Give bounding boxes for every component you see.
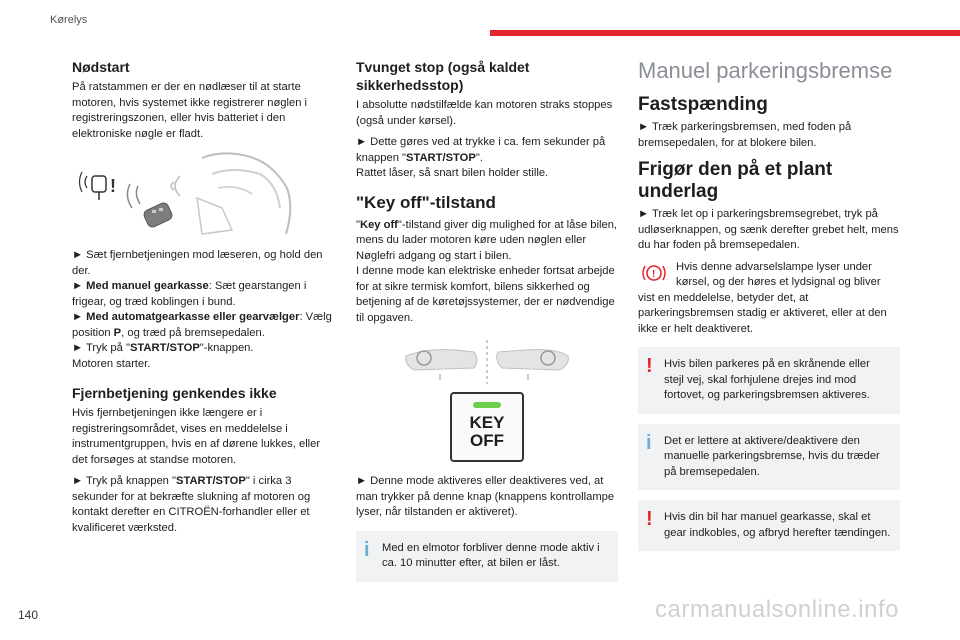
key-off-line2: OFF (470, 431, 504, 450)
step-text: " i cirka 3 sekunder for at bekræfte slukning af motoren og kontakt derefter en CITROËN-forhandler eller et kvalificeret værksted. (72, 475, 311, 534)
step-label: ► Med automatgearkasse eller gearvælger (72, 311, 300, 323)
heading-tvunget-stop: Tvunget stop (også kaldet sikkerhedsstop) (356, 59, 530, 93)
step-label: ► Med manuel gearkasse (72, 280, 209, 292)
start-stop-label: START/STOP (129, 342, 200, 354)
watermark: carmanualsonline.info (655, 596, 899, 623)
start-stop-label: START/STOP (406, 151, 476, 164)
step-text: ► Sæt fjernbetjeningen mod læseren, og hold den der. (72, 249, 323, 277)
heading-key-off: "Key off"-tilstand (356, 192, 496, 212)
position-p: P (113, 326, 122, 339)
step-text: : Sæt gearstangen i frigear, og træd koblingen i bund. (72, 280, 307, 308)
steering-reader-illustration (72, 148, 334, 240)
paragraph: ► Træk parkeringsbremsen, med foden på bremsepedalen, for at blokere bilen. (638, 121, 852, 149)
step-text: : Vælg position (72, 311, 332, 339)
warning-box (638, 500, 900, 551)
paragraph: ► Træk let op i parkeringsbremsegrebet, tryk på udløserknappen, og sænk derefter grebet helt, mens du har foden på bremsepedalen. (638, 208, 899, 251)
key-off-term: Key off (359, 218, 398, 231)
heading-frigor: Frigør den på et plant underlag (638, 159, 833, 202)
info-text: Med en elmotor forbliver denne mode aktiv i ca. 10 minutter efter, at bilen er låst. (382, 541, 600, 569)
warning-icon: ! (646, 508, 653, 530)
page-header (0, 0, 960, 40)
warning-text: Hvis bilen parkeres på en skrånende eller stejl vej, skal forhjulene drejes ind mod fortovet, og parkeringsbremsen aktiveres. (664, 358, 870, 401)
step-text: ► Dette gøres ved at trykke i ca. fem sekunder på knappen " (356, 136, 606, 164)
paragraph: Hvis fjernbetjeningen ikke længere er i registreringsområdet, vises en meddelelse i instrumentgruppen, hvis en af dørene lukkes, eller det forsøges at standse motoren. (72, 407, 321, 466)
car-lock-image (356, 334, 618, 386)
column-3 (638, 58, 900, 561)
start-stop-label: START/STOP (175, 475, 246, 487)
svg-text:!: ! (110, 176, 116, 196)
paragraph: I denne mode kan elektriske enheder fortsat arbejde for at sikre termisk komfort, bilens sikkerhed og betjening af de køretøjssystemer, der er nødvendige til opgaven. (356, 265, 615, 324)
text: "-tilstand giver dig mulighed for at låse bilen, mens du lader motoren køre uden nøglen eller Nøglefri adgang og start i bilen. (356, 218, 618, 262)
paragraph: I absolutte nødstilfælde kan motoren straks stoppes (også under kørsel). (356, 99, 613, 127)
column-2 (356, 58, 618, 592)
step-text: "-knappen. (199, 342, 254, 354)
header-accent-bar (490, 30, 960, 36)
warning-icon: ! (646, 355, 653, 377)
heading-fjernbetjening: Fjernbetjening genkendes ikke (72, 385, 277, 401)
step-text: Motoren starter. (72, 357, 151, 370)
svg-text:!: ! (652, 268, 656, 280)
warning-box (638, 347, 900, 414)
info-icon: i (364, 538, 370, 561)
step-text: ► Tryk på knappen " (72, 475, 176, 487)
text: " (356, 218, 360, 231)
page-number: 140 (18, 608, 39, 622)
step-text: , og træd på bremsepedalen. (121, 326, 265, 339)
parking-brake-warning-icon (638, 260, 670, 286)
warning-text: Hvis din bil har manuel gearkasse, skal et gear indkobles, og afbryd herefter tændingen. (664, 511, 891, 539)
step-text: ► Tryk på " (72, 342, 130, 354)
column-1 (72, 58, 334, 542)
info-box (356, 531, 618, 582)
key-fob-icon (142, 201, 173, 228)
key-off-illustration (356, 334, 618, 386)
heading-nodstart: Nødstart (72, 59, 130, 75)
info-box (638, 424, 900, 491)
indicator-lamp (473, 402, 501, 408)
paragraph: Rattet låser, så snart bilen holder stille. (356, 167, 549, 179)
step-text: ". (475, 151, 483, 164)
info-icon: i (646, 431, 652, 454)
key-off-line1: KEY (469, 413, 505, 432)
heading-fastspaending: Fastspænding (638, 94, 768, 115)
warning-lamp-row (638, 260, 900, 338)
section-title: Kørelys (50, 14, 88, 26)
key-off-button[interactable] (450, 392, 524, 462)
paragraph: ► Denne mode aktiveres eller deaktiveres ved, at man trykker på denne knap (knappens kontrollampe lyser, når tilstanden er aktiveret). (356, 475, 615, 518)
paragraph: På ratstammen er der en nødlæser til at starte motoren, hvis systemet ikke registrerer nøglen i registreringszonen, eller hvis batteriet i den elektroniske nøgle er fladt. (72, 81, 308, 140)
steering-column-image (72, 148, 334, 240)
info-text: Det er lettere at aktivere/deaktivere den manuelle parkeringsbremse, hvis du træder på bremsepedalen. (664, 434, 880, 478)
paragraph: Hvis denne advarselslampe lyser under kørsel, og der høres et lydsignal og bliver vist en meddelelse, betyder det, at parkeringsbremsen stadig er aktiveret, eller at den ikke er helt deaktiveret. (638, 260, 887, 335)
page-title: Manuel parkeringsbremse (638, 58, 893, 83)
